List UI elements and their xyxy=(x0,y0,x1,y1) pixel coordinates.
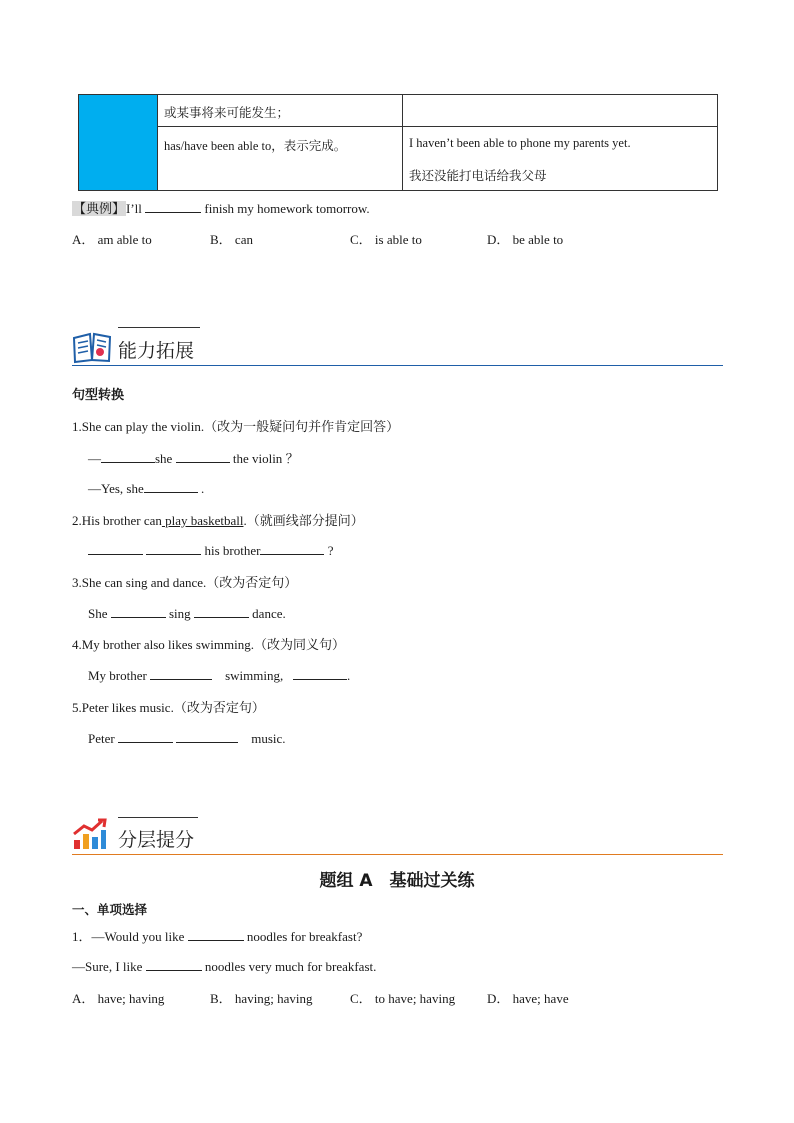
table-cell-text: 或某事将来可能发生； xyxy=(164,106,290,120)
option-a[interactable]: A． have; having xyxy=(72,991,165,1006)
question-1-reply-line: —Yes, she . xyxy=(88,481,205,496)
answer-blank[interactable] xyxy=(188,927,244,941)
question-4-answer-line: My brother swimming, . xyxy=(88,668,351,683)
section-divider xyxy=(72,365,723,366)
mcq-1-stem: 1．—Would you like noodles for breakfast? xyxy=(72,929,363,944)
question-3: 3.She can sing and dance.（改为否定句） xyxy=(72,575,298,590)
question-1: 1.She can play the violin.（改为一般疑问句并作肯定回答） xyxy=(72,419,400,434)
answer-blank[interactable] xyxy=(293,666,347,680)
example-stem xyxy=(72,198,370,217)
option-c[interactable]: C． is able to xyxy=(350,232,422,247)
answer-blank[interactable] xyxy=(118,729,173,743)
table-cell xyxy=(158,127,403,190)
answer-blank[interactable] xyxy=(146,957,202,971)
book-icon xyxy=(72,330,112,364)
question-1-answer-line: — she the violin ？ xyxy=(88,451,299,466)
table-cell-text: 我还没能打电话给我父母 xyxy=(409,169,547,183)
example-text: I’ll xyxy=(126,201,142,216)
option-b[interactable]: B． having; having xyxy=(210,991,313,1006)
answer-blank[interactable] xyxy=(101,449,155,463)
answer-blank[interactable] xyxy=(194,604,249,618)
answer-blank[interactable] xyxy=(146,541,201,555)
answer-blank[interactable] xyxy=(176,449,230,463)
section-title: 分层提分 xyxy=(118,829,195,851)
example-text: finish my homework tomorrow. xyxy=(204,201,370,216)
table-cell-text: has/have been able to，表示完成。 xyxy=(164,139,347,153)
table-accent-cell xyxy=(79,95,158,190)
question-2-answer-line: his brother ? xyxy=(88,541,334,559)
answer-blank[interactable] xyxy=(150,666,212,680)
mcq-1-reply: —Sure, I like noodles very much for breakfast. xyxy=(72,959,377,974)
subsection-title: 句型转换 xyxy=(72,388,125,403)
grammar-table xyxy=(78,94,718,191)
answer-blank[interactable] xyxy=(88,541,143,555)
option-a[interactable]: A． am able to xyxy=(72,232,152,247)
question-2: 2.His brother can play basketball.（就画线部分提问） xyxy=(72,513,364,528)
question-5-answer-line: Peter music. xyxy=(88,731,286,746)
table-cell xyxy=(403,95,717,127)
answer-blank[interactable] xyxy=(111,604,166,618)
title-accent-line xyxy=(118,817,198,818)
option-b[interactable]: B． can xyxy=(210,232,253,247)
answer-blank[interactable] xyxy=(176,729,238,743)
table-cell xyxy=(158,95,403,127)
question-3-answer-line: She sing dance. xyxy=(88,606,286,621)
group-title: 题组 A 基础过关练 xyxy=(319,871,475,891)
bar-chart-icon xyxy=(72,818,108,850)
example-tag: 【典例】 xyxy=(73,201,126,216)
table-cell xyxy=(403,127,717,190)
option-d[interactable]: D． have; have xyxy=(487,991,569,1006)
option-d[interactable]: D． be able to xyxy=(487,232,564,247)
question-5: 5.Peter likes music.（改为否定句） xyxy=(72,700,265,715)
answer-blank[interactable] xyxy=(145,199,201,213)
table-cell-text: I haven’t been able to phone my parents yet. xyxy=(409,136,631,150)
option-c[interactable]: C． to have; having xyxy=(350,991,456,1006)
title-accent-line xyxy=(118,327,200,328)
section-divider xyxy=(72,854,723,855)
part-title: 一、单项选择 xyxy=(72,902,148,917)
answer-blank[interactable] xyxy=(144,479,198,493)
question-4: 4.My brother also likes swimming.（改为同义句） xyxy=(72,637,346,652)
answer-blank[interactable] xyxy=(260,541,324,555)
section-title: 能力拓展 xyxy=(118,340,195,362)
